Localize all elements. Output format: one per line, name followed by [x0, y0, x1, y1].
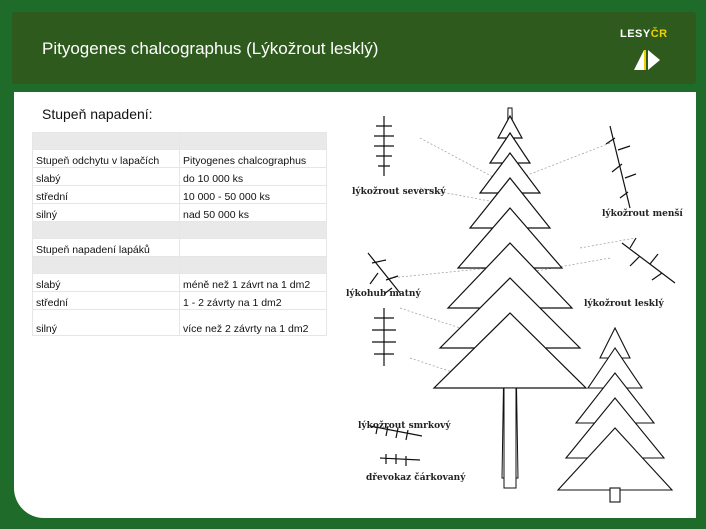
- table-cell: slabý: [33, 168, 180, 186]
- table-cell: Stupeň napadení lapáků: [33, 239, 180, 257]
- table-spacer-row: [33, 133, 327, 150]
- label-lykozrout-leskly: lýkožrout lesklý: [584, 299, 664, 309]
- table-cell: méně než 1 závrt na 1 dm2: [180, 274, 327, 292]
- label-lykozrout-mensi: lýkožrout menší: [602, 209, 683, 219]
- table-cell: střední: [33, 292, 180, 310]
- logo-text: [620, 28, 668, 40]
- table-cell: slabý: [33, 274, 180, 292]
- label-lykozrout-smrkovy: lýkožrout smrkový: [358, 421, 451, 431]
- small-spruce-tree-icon: [558, 328, 672, 502]
- label-drevokaz-carkovany: dřevokaz čárkovaný: [366, 473, 466, 483]
- table-cell: Stupeň odchytu v lapačích: [33, 150, 180, 168]
- logo-tree-icon: [632, 46, 672, 72]
- table-spacer-row: [33, 222, 327, 239]
- table-cell: [180, 239, 327, 257]
- page-title: Pityogenes chalcographus (Lýkožrout lesklý): [42, 39, 379, 58]
- table-row: [33, 274, 327, 292]
- table-cell: nad 50 000 ks: [180, 204, 327, 222]
- table-cell: Pityogenes chalcographus: [180, 150, 327, 168]
- logo-text-accent: ČR: [650, 28, 668, 40]
- content-panel: [14, 92, 696, 518]
- table-cell: 1 - 2 závrty na 1 dm2: [180, 292, 327, 310]
- table-row: [33, 150, 327, 168]
- lesy-cr-logo: [620, 22, 680, 72]
- table-row: [33, 204, 327, 222]
- table-cell: do 10 000 ks: [180, 168, 327, 186]
- label-lykozrout-seversky: lýkožrout severský: [352, 187, 446, 197]
- table-spacer-row: [33, 257, 327, 274]
- spruce-beetle-illustration: [330, 98, 690, 510]
- tall-spruce-tree-icon: [434, 108, 586, 488]
- table-row: [33, 310, 327, 336]
- infestation-table: [32, 132, 327, 336]
- table-row: [33, 186, 327, 204]
- section-subtitle: Stupeň napadení:: [42, 106, 153, 122]
- label-lykohub-matny: lýkohub matný: [346, 289, 421, 299]
- logo-text-main: LESY: [620, 28, 651, 40]
- header-bar: [12, 12, 696, 84]
- table-cell: silný: [33, 204, 180, 222]
- table-row: [33, 239, 327, 257]
- table-cell: 10 000 - 50 000 ks: [180, 186, 327, 204]
- table-row: [33, 292, 327, 310]
- table-cell: silný: [33, 310, 180, 336]
- table-cell: střední: [33, 186, 180, 204]
- table-cell: více než 2 závrty na 1 dm2: [180, 310, 327, 336]
- table-row: [33, 168, 327, 186]
